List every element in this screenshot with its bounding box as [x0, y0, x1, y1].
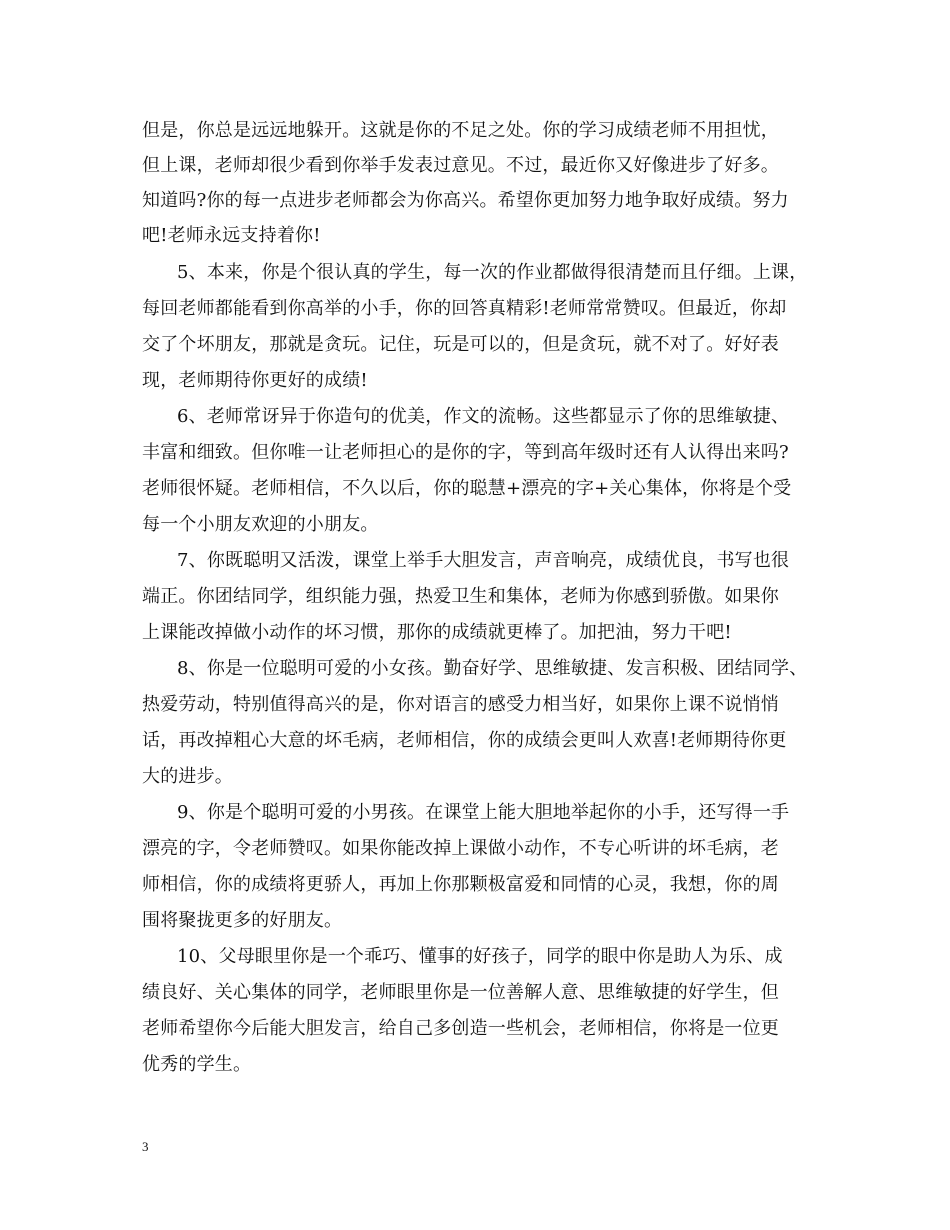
- text-line: 优秀的学生。: [142, 1054, 252, 1075]
- text-line: 绩良好、关心集体的同学，老师眼里你是一位善解人意、思维敏捷的好学生，但: [142, 982, 779, 1003]
- text-line: 漂亮的字，令老师赞叹。如果你能改掉上课做小动作，不专心听讲的坏毛病，老: [142, 838, 779, 859]
- text-line: 老师很怀疑。老师相信，不久以后，你的聪慧+漂亮的字+关心集体，你将是个受: [142, 478, 792, 499]
- paragraph-8-start: 8、你是一位聪明可爱的小女孩。勤奋好学、思维敏捷、发言积极、团结同学、: [177, 658, 808, 679]
- paragraph-5-start: 5、本来，你是个很认真的学生，每一次的作业都做得很清楚而且仔细。上课，: [177, 262, 808, 283]
- text-line: 现，老师期待你更好的成绩!: [142, 370, 368, 391]
- text-line: 热爱劳动，特别值得高兴的是，你对语言的感受力相当好，如果你上课不说悄悄: [142, 694, 779, 715]
- text-line: 但上课，老师却很少看到你举手发表过意见。不过，最近你又好像进步了好多。: [142, 155, 779, 176]
- paragraph-10-start: 10、父母眼里你是一个乖巧、懂事的好孩子，同学的眼中你是助人为乐、成: [177, 946, 783, 967]
- text-line: 丰富和细致。但你唯一让老师担心的是你的字，等到高年级时还有人认得出来吗?: [142, 442, 789, 463]
- text-line: 每回老师都能看到你高举的小手，你的回答真精彩!老师常常赞叹。但最近，你却: [142, 298, 787, 319]
- text-line: 大的进步。: [142, 766, 233, 787]
- text-line: 围将聚拢更多的好朋友。: [142, 910, 343, 931]
- text-line: 吧!老师永远支持着你!: [142, 225, 321, 246]
- page-number: 3: [142, 1139, 149, 1154]
- text-line: 每一个小朋友欢迎的小朋友。: [142, 514, 379, 535]
- paragraph-9-start: 9、你是个聪明可爱的小男孩。在课堂上能大胆地举起你的小手，还写得一手: [177, 802, 790, 823]
- text-line: 端正。你团结同学，组织能力强，热爱卫生和集体，老师为你感到骄傲。如果你: [142, 586, 779, 607]
- text-line: 交了个坏朋友，那就是贪玩。记住，玩是可以的，但是贪玩，就不对了。好好表: [142, 334, 779, 355]
- paragraph-7-start: 7、你既聪明又活泼，课堂上举手大胆发言，声音响亮，成绩优良，书写也很: [177, 550, 790, 571]
- text-line: 老师希望你今后能大胆发言，给自己多创造一些机会，老师相信，你将是一位更: [142, 1018, 779, 1039]
- text-line: 但是，你总是远远地躲开。这就是你的不足之处。你的学习成绩老师不用担忧，: [142, 120, 779, 141]
- text-line: 师相信，你的成绩将更骄人，再加上你那颗极富爱和同情的心灵，我想，你的周: [142, 874, 779, 895]
- text-line: 上课能改掉做小动作的坏习惯，那你的成绩就更棒了。加把油，努力干吧!: [142, 622, 732, 643]
- text-line: 知道吗?你的每一点进步老师都会为你高兴。希望你更加努力地争取好成绩。努力: [142, 190, 789, 211]
- text-line: 话，再改掉粗心大意的坏毛病，老师相信，你的成绩会更叫人欢喜!老师期待你更: [142, 730, 787, 751]
- paragraph-6-start: 6、老师常讶异于你造句的优美，作文的流畅。这些都显示了你的思维敏捷、: [177, 406, 790, 427]
